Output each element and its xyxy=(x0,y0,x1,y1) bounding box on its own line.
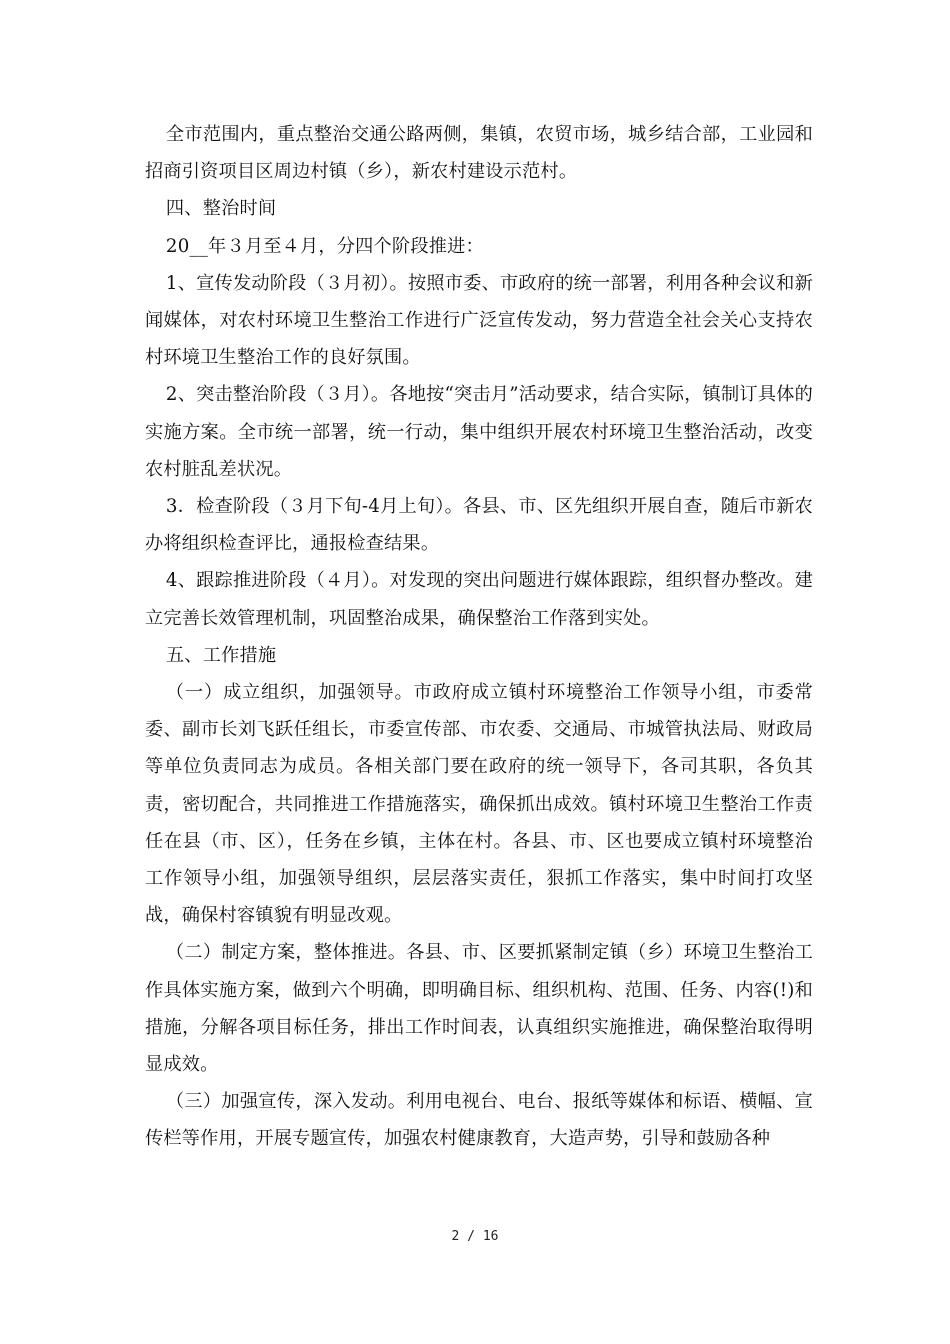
paragraph-scope: 全市范围内，重点整治交通公路两侧，集镇，农贸市场，城乡结合部，工业园和招商引资项目区周边村镇（乡），新农村建设示范村。 xyxy=(145,124,813,183)
paragraph-stage-publicity: 1、宣传发动阶段（３月初）。按照市委、市政府的统一部署，利用各种会议和新闻媒体，对农村环境卫生整治工作进行广泛宣传发动，努力营造全社会关心支持农村环境卫生整治工作的良好氛围。 xyxy=(145,272,813,369)
paragraph-measure-organization: （一）成立组织，加强领导。市政府成立镇村环境整治工作领导小组，市委常委、副市长刘飞跃任组长，市委宣传部、市农委、交通局、市城管执法局、财政局等单位负责同志为成员。各相关部门要在政府的统一领导下，各司其职，各负其责，密切配合，共同推进工作措施落实，确保抓出成效。镇村环境卫生整治工作责任在县（市、区），任务在乡镇，主体在村。各县、市、区也要成立镇村环境整治工作领导小组，加强领导组织，层层落实责任，狠抓工作落实，集中时间打攻坚战，确保村容镇貌有明显改观。 xyxy=(145,682,813,927)
heading-remediation-time: 四、整治时间 xyxy=(165,198,277,220)
page-number: 2 / 16 xyxy=(451,1229,499,1244)
paragraph-stage-intensive: 2、突击整治阶段（３月）。各地按“突击月”活动要求，结合实际，镇制订具体的实施方案。全市统一部署，统一行动，集中组织开展农村环境卫生整治活动，改变农村脏乱差状况。 xyxy=(145,384,813,480)
paragraph-measure-publicity: （三）加强宣传，深入发动。利用电视台、电台、报纸等媒体和标语、横幅、宣传栏等作用，开展专题宣传，加强农村健康教育，大造声势，引导和鼓励各种 xyxy=(145,1091,813,1150)
heading-work-measures: 五、工作措施 xyxy=(165,644,277,666)
paragraph-schedule-intro: 20__年３月至４月，分四个阶段推进： xyxy=(165,235,484,257)
paragraph-measure-plan: （二）制定方案，整体推进。各县、市、区要抓紧制定镇（乡）环境卫生整治工作具体实施方案，做到六个明确，即明确目标、组织机构、范围、任务、内容(!)和措施，分解各项目标任务，排出工作时间表，认真组织实施推进，确保整治取得明显成效。 xyxy=(145,942,813,1076)
paragraph-stage-follow-up: 4、跟踪推进阶段（４月）。对发现的突出问题进行媒体跟踪，组织督办整改。建立完善长效管理机制，巩固整治成果，确保整治工作落到实处。 xyxy=(145,570,813,629)
document-body xyxy=(145,116,813,1158)
paragraph-stage-inspection: 3．检查阶段（３月下旬-4月上旬）。各县、市、区先组织开展自查，随后市新农办将组织检查评比，通报检查结果。 xyxy=(145,496,813,555)
